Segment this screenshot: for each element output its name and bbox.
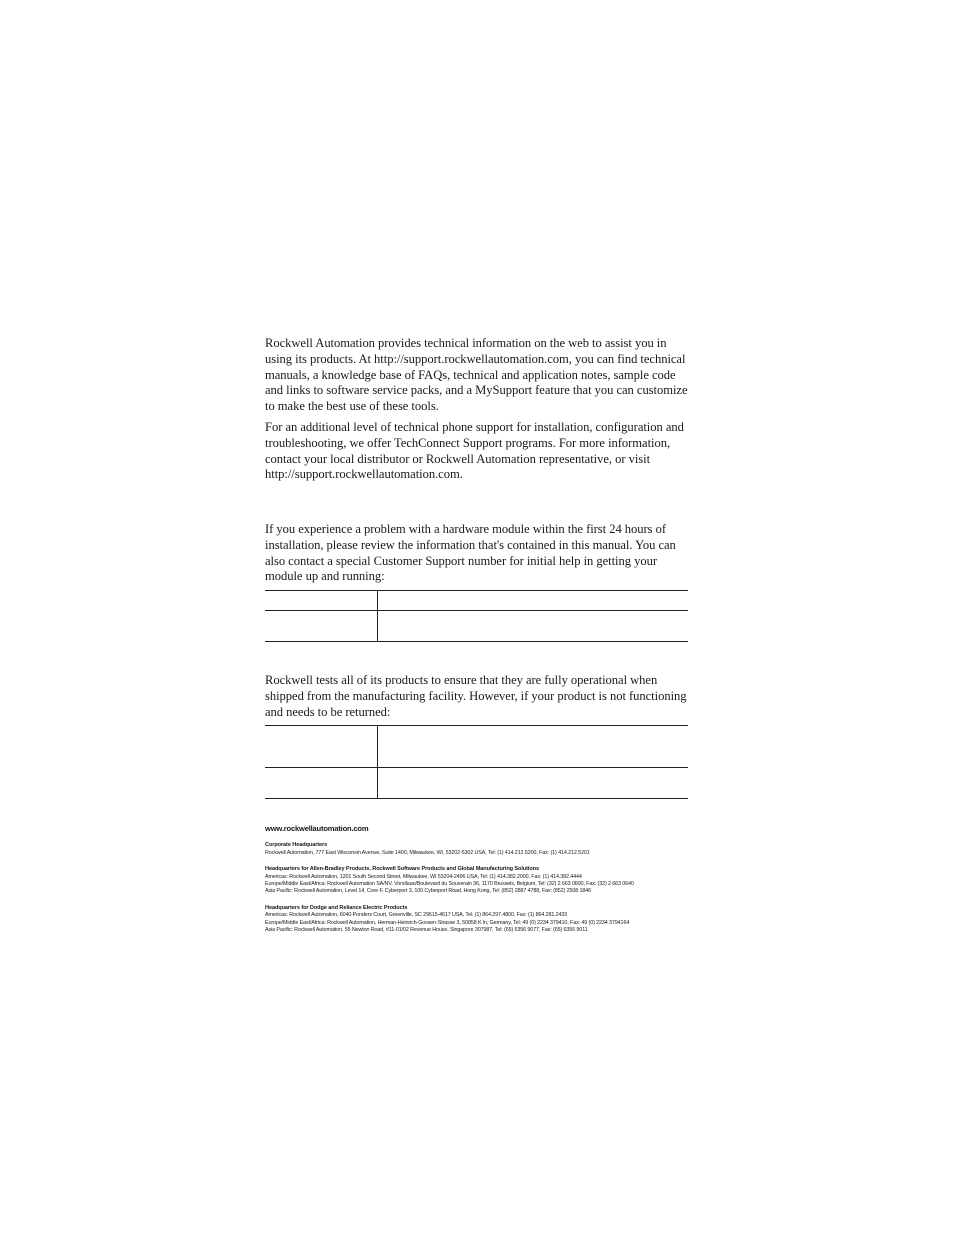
table-bottom-rule: [265, 641, 688, 642]
footer-contacts: [265, 824, 695, 935]
dodge-reliance-headquarters-title: Headquarters for Dodge and Reliance Electric Products: [265, 904, 408, 911]
allen-bradley-headquarters-title: Headquarters for Allen-Bradley Products, Rockwell Software Products and Global Manufacturing Solutions: [265, 866, 539, 872]
support-web-paragraph: Rockwell Automation provides technical information on the web to assist you in using its products. At http://support.rockwellautomation.com, you can find technical manuals, a knowledge base of FAQs, technical and application notes, sample code and links to software service packs, and a MySupport feature that you can customize to make the best use of these tools.: [265, 336, 688, 414]
table-column-divider: [377, 725, 378, 798]
table-column-divider: [377, 590, 378, 641]
corporate-headquarters-title: Corporate Headquarters: [265, 842, 328, 848]
installation-assistance-paragraph: If you experience a problem with a hardware module within the first 24 hours of installation, please review the information that's contained in this manual. You can also contact a special Customer Support number for initial help in getting your module up and running:: [265, 522, 676, 584]
dodge-reliance-headquarters: [265, 905, 695, 935]
corporate-headquarters: [265, 842, 695, 857]
product-returns-paragraph: Rockwell tests all of its products to ensure that they are fully operational when shipped from the manufacturing facility. However, if your product is not functioning and needs to be returned:: [265, 673, 687, 719]
installation-assistance-table: [265, 590, 688, 642]
corporate-address: Rockwell Automation, 777 East Wisconsin Avenue, Suite 1400, Milwaukee, WI, 53202-5302 USA, Tel: (1) 414.212.5200, Fax: (1) 414.212.5201: [265, 849, 590, 856]
dodge-reliance-asia-pacific: Asia Pacific: Rockwell Automation, 55 Newton Road, #11-01/02 Revenue House, Singapore 307987, Tel: (65) 6356 9077, Fax: (65) 6356 9011: [265, 927, 588, 934]
website-link[interactable]: www.rockwellautomation.com: [265, 824, 369, 833]
allen-bradley-asia-pacific: Asia Pacific: Rockwell Automation, Level 14, Core F, Cyberport 3, 100 Cyberport Road, Hong Kong, Tel: (852) 2887 4788, Fax: (852) 2508 1846: [265, 888, 592, 895]
allen-bradley-americas: Americas: Rockwell Automation, 1201 South Second Street, Milwaukee, WI 53204-2496 USA, Tel: (1) 414.382.2000, Fax: (1) 414.382.4444: [265, 873, 582, 880]
table-row-divider: [265, 767, 688, 768]
table-top-rule: [265, 725, 688, 726]
dodge-reliance-americas: Americas: Rockwell Automation, 6040 Ponders Court, Greenville, SC 29615-4617 USA, Tel: (1) 864.297.4800, Fax: (1) 864.281.2433: [265, 912, 568, 919]
table-top-rule: [265, 590, 688, 591]
techconnect-paragraph: For an additional level of technical phone support for installation, configuration and troubleshooting, we offer TechConnect Support programs. For more information, contact your local distributor or Rockwell Automation representative, or visit http://support.rockwellautomation.com.: [265, 420, 684, 482]
allen-bradley-emea: Europe/Middle East/Africa: Rockwell Automation SA/NV, Vorstlaan/Boulevard du Souverain 36, 1170 Brussels, Belgium, Tel: (32) 2 663 0600, Fax: (32) 2 663 0640: [265, 881, 634, 887]
allen-bradley-headquarters: [265, 866, 695, 896]
product-returns-table: [265, 725, 688, 799]
dodge-reliance-emea: Europe/Middle East/Africa: Rockwell Automation, Herman-Heinrich-Gossen-Strasse 3, 50858 K ln, Germany, Tel: 49 (0) 2234 379410, Fax: 49 (0) 2234 3794164: [265, 919, 630, 926]
table-bottom-rule: [265, 798, 688, 799]
table-row-divider: [265, 610, 688, 611]
